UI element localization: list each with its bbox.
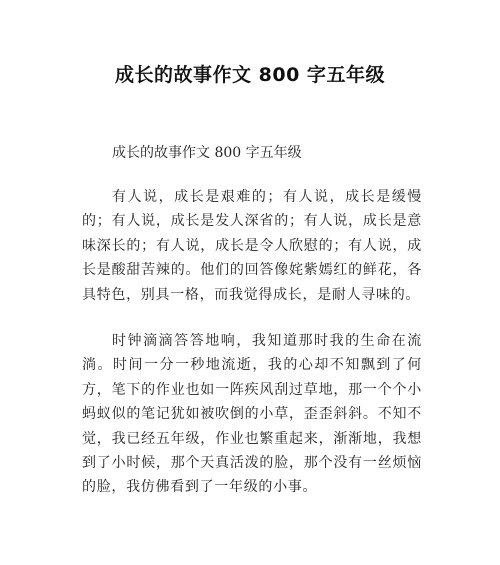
- document-title: 成长的故事作文 800 字五年级: [115, 64, 385, 86]
- document-subtitle: 成长的故事作文 800 字五年级: [112, 145, 302, 161]
- paragraph-2: 时钟滴滴答答地响，我知道那时我的生命在流淌。时间一分一秒地流逝，我的心却不知飘到了何方，笔下的作业也如一阵疾风刮过草地，那一个个小蚂蚁似的笔记犹如被吹倒的小草，歪歪斜斜。不知不觉，我已经五年级，作业也繁重起来，渐渐地，我想到了小时候，那个天真活泼的脸，那个没有一丝烦恼的脸，我仿佛看到了一年级的小事。: [82, 333, 422, 496]
- paragraph-1: 有人说，成长是艰难的；有人说，成长是缓慢的；有人说，成长是发人深省的；有人说，成长是意味深长的；有人说，成长是令人欣慰的；有人说，成长是酸甜苦辣的。他们的回答像姹紫嫣红的鲜花，各具特色，别具一格，而我觉得成长，是耐人寻味的。: [82, 189, 422, 303]
- document-body: [82, 141, 422, 522]
